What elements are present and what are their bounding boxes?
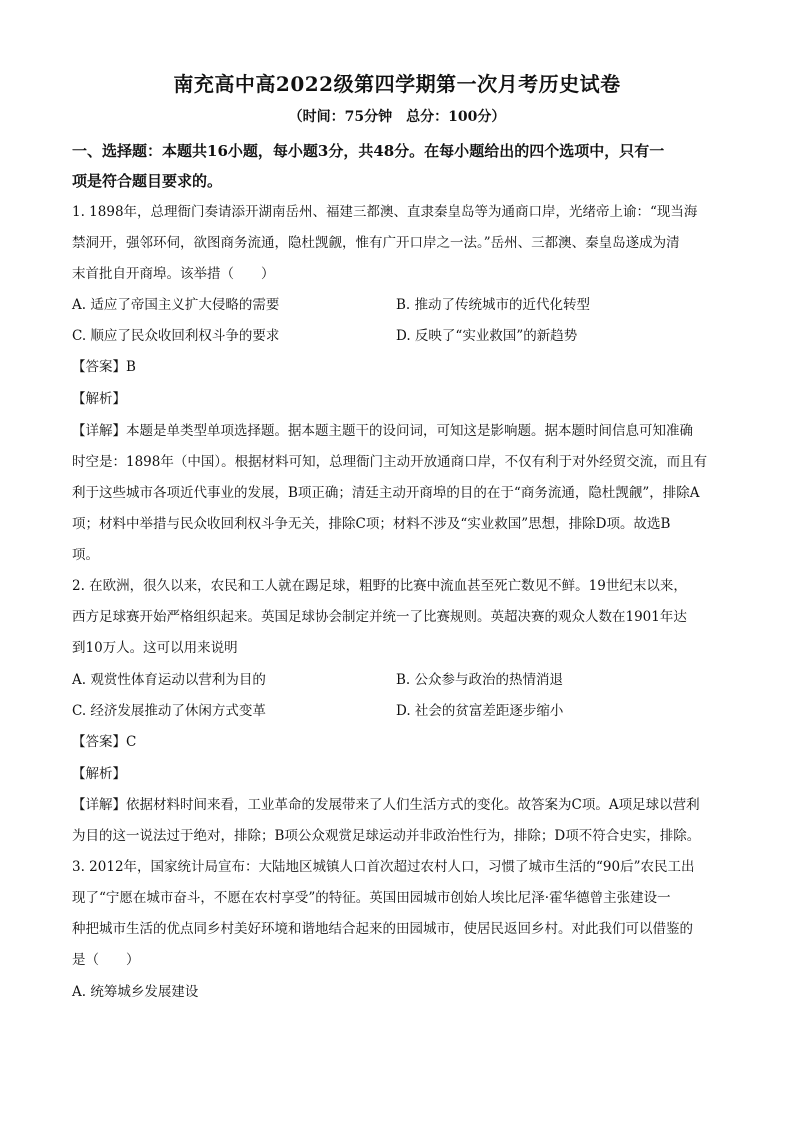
- q1-detail-line: 利于这些城市各项近代事业的发展，B项正确；清廷主动开商埠的目的在于“商务流通，隐杜觊觎”，排除A: [72, 485, 700, 501]
- q3-option-a: A. 统筹城乡发展建设: [72, 984, 199, 1000]
- q2-option-c: C. 经济发展推动了休闲方式变革: [72, 703, 266, 719]
- q3-stem-line: 现了“宁愿在城市奋斗，不愿在农村享受”的特征。英国田园城市创始人埃比尼泽·霍华德曾主张建设一: [72, 890, 671, 906]
- q2-option-d: D. 社会的贫富差距逐步缩小: [396, 703, 564, 719]
- q1-option-a: A. 适应了帝国主义扩大侵略的需要: [72, 297, 280, 313]
- q2-stem-line: 2. 在欧洲，很久以来，农民和工人就在踢足球，粗野的比赛中流血甚至死亡数见不鲜。19世纪末以来，: [72, 578, 687, 594]
- q2-analysis-label: 【解析】: [72, 766, 126, 782]
- q2-option-a: A. 观赏性体育运动以营利为目的: [72, 672, 266, 688]
- q1-detail-line: 【详解】本题是单类型单项选择题。据本题主题干的设问词，可知这是影响题。据本题时间信息可知准确: [72, 423, 693, 439]
- exam-time-info: （时间：75分钟 总分：100分）: [288, 109, 506, 125]
- q1-detail-line: 项。: [72, 547, 99, 563]
- q3-stem-line: 是（ ）: [72, 952, 140, 968]
- q1-stem-line: 1. 1898年，总理衙门奏请添开湖南岳州、福建三都澳、直隶秦皇岛等为通商口岸，光绪帝上谕：“现当海: [72, 204, 698, 220]
- q2-stem-line: 到10万人。这可以用来说明: [72, 640, 238, 656]
- section-line: 项是符合题目要求的。: [72, 172, 223, 190]
- q1-stem-line: 末首批自开商埠。该举措（ ）: [72, 266, 275, 282]
- q1-option-b: B. 推动了传统城市的近代化转型: [396, 297, 591, 313]
- q1-detail-line: 项；材料中举措与民众收回利权斗争无关，排除C项；材料不涉及“实业救国”思想，排除D项。故选B: [72, 516, 671, 532]
- section-line: 一、选择题：本题共16小题，每小题3分，共48分。在每小题给出的四个选项中，只有一: [72, 142, 665, 160]
- q1-detail-line: 时空是：1898年（中国）。根据材料可知，总理衙门主动开放通商口岸，不仅有利于对外经贸交流，而且有: [72, 454, 708, 470]
- q1-option-d: D. 反映了“实业救国”的新趋势: [396, 328, 578, 344]
- q1-answer: 【答案】B: [72, 359, 136, 375]
- q2-detail-line: 为目的这一说法过于绝对，排除；B项公众观赏足球运动并非政治性行为，排除；D项不符合史实，排除。: [72, 828, 701, 844]
- q3-stem-line: 种把城市生活的优点同乡村美好环境和谐地结合起来的田园城市，使居民返回乡村。对此我们可以借鉴的: [72, 921, 693, 937]
- q1-option-c: C. 顺应了民众收回利权斗争的要求: [72, 328, 280, 344]
- q1-analysis-label: 【解析】: [72, 391, 126, 407]
- section-instructions: [72, 136, 732, 196]
- q1-stem-line: 禁洞开，强邻环伺，欲图商务流通，隐杜觊觎，惟有广开口岸之一法。”岳州、三都澳、秦皇岛遂成为清: [72, 235, 680, 251]
- page-title: 南充高中高2022级第四学期第一次月考历史试卷: [173, 72, 621, 96]
- q2-answer: 【答案】C: [72, 734, 137, 750]
- q3-stem-line: 3. 2012年，国家统计局宣布：大陆地区城镇人口首次超过农村人口，习惯了城市生活的“90后”农民工出: [72, 859, 695, 875]
- q2-detail-line: 【详解】依据材料时间来看，工业革命的发展带来了人们生活方式的变化。故答案为C项。A项足球以营利: [72, 797, 700, 813]
- q2-stem-line: 西方足球赛开始严格组织起来。英国足球协会制定并统一了比赛规则。英超决赛的观众人数在1901年达: [72, 609, 687, 625]
- q2-option-b: B. 公众参与政治的热情消退: [396, 672, 564, 688]
